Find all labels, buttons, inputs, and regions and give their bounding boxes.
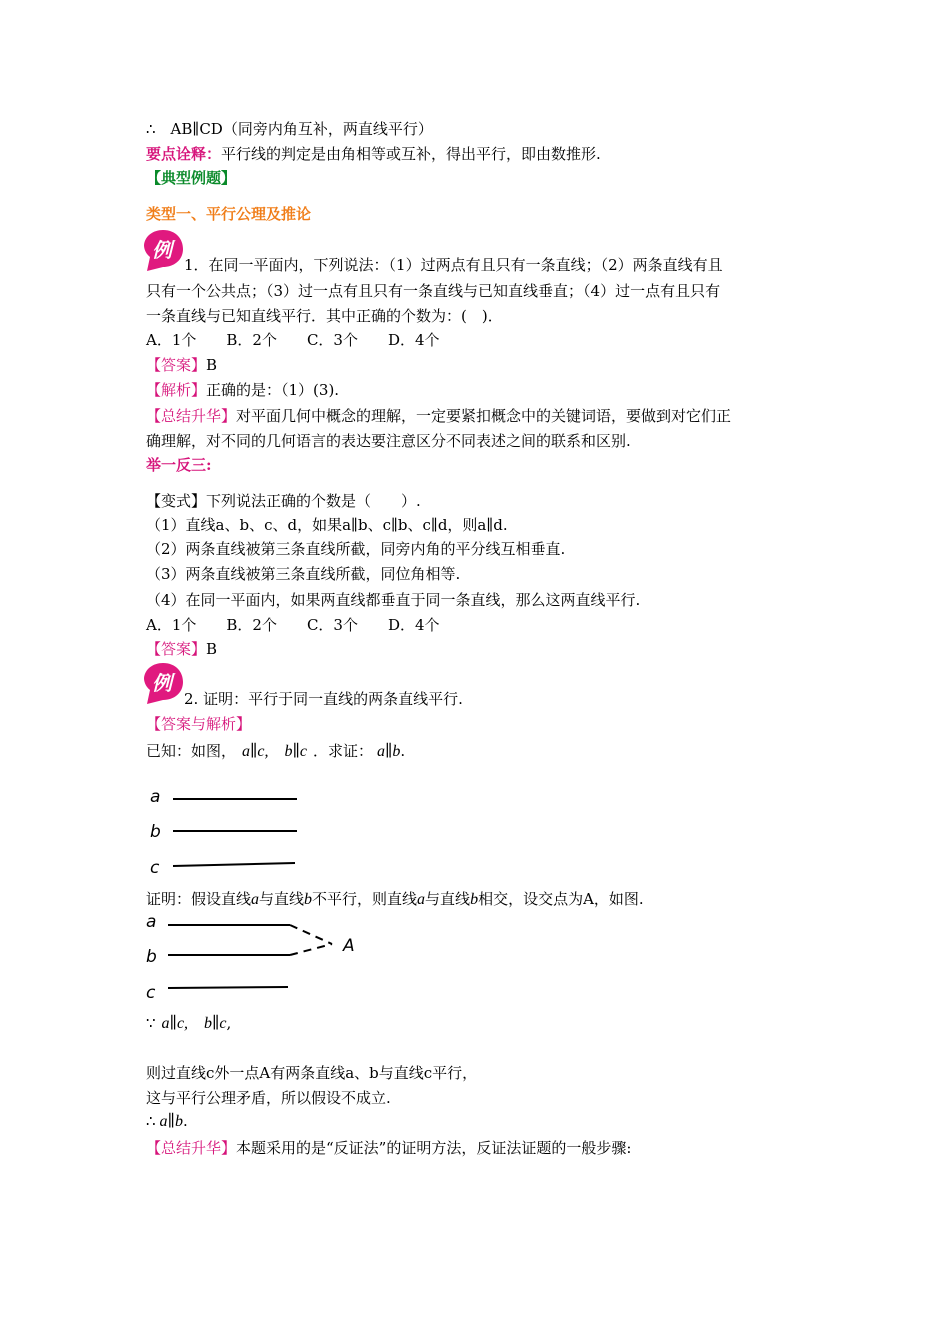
proof-a: 证明：假设直线 [146, 890, 252, 908]
summary-text: 对平面几何中概念的理解，一定要紧扣概念中的关键词语，要做到对它们正 [236, 407, 732, 425]
type-title: 类型一、平行公理及推论 [146, 205, 312, 223]
answer-value: B [206, 356, 218, 374]
ex1-line3: 一条直线与已知直线平行．其中正确的个数为：( )． [146, 307, 503, 325]
key-point-label: 要点诠释： [146, 145, 222, 163]
ex1-summary-2: 确理解，对不同的几何语言的表达要注意区分不同表述之间的联系和区别. [146, 432, 631, 450]
ex1-options: A．1个 B．2个 C．3个 D．4个 [146, 331, 440, 349]
known-mid: ．求证： [313, 742, 374, 760]
section-title: 【典型例题】 [146, 169, 237, 187]
known-end: . [400, 742, 406, 760]
known-pre: 已知：如图， [146, 742, 237, 760]
ex2-summary [146, 1137, 631, 1159]
therefore-formula: a∥b [159, 1113, 183, 1130]
because-symbol: ∵ [146, 1014, 156, 1032]
fig2-label-b: b [146, 947, 157, 967]
key-point-text: 平行线的判定是由角相等或互补，得出平行，即由数推形. [221, 145, 601, 163]
fig2-point-A: A [343, 936, 355, 956]
variant-title: 【变式】下列说法正确的个数是（ ）. [146, 492, 421, 510]
practice-title: 举一反三: [146, 456, 212, 474]
proof-c: 不平行，则直线 [312, 890, 418, 908]
ex2-question: 2. 证明：平行于同一直线的两条直线平行. [184, 690, 463, 708]
key-point [146, 143, 601, 165]
analysis-text: 正确的是：（1）(3). [206, 381, 340, 399]
then-line-1: 则过直线c外一点A有两条直线a、b与直线c平行， [146, 1064, 478, 1082]
proof-var-b2: b [470, 891, 479, 908]
fig2-dash-b [290, 944, 332, 955]
variant-answer-label: 【答案】 [146, 640, 207, 658]
variant-item-3: （3）两条直线被第三条直线所截，同位角相等. [146, 565, 461, 583]
variant-options: A．1个 B．2个 C．3个 D．4个 [146, 616, 440, 634]
fig1-line-c [173, 863, 295, 866]
fig2-label-c: c [146, 983, 156, 1003]
example-badge-1 [141, 227, 187, 273]
conclusion-line: ∴ AB∥CD（同旁内角互补，两直线平行） [146, 120, 433, 138]
ex1-answer [146, 354, 217, 376]
because-end: , [226, 1014, 232, 1032]
proof-var-a2: a [417, 891, 426, 908]
fig2-line-c [168, 987, 288, 988]
known-formula: a∥c, b∥c [242, 743, 308, 760]
because-line [146, 1012, 231, 1035]
therefore-line [146, 1110, 188, 1133]
proof-var-b1: b [304, 891, 313, 908]
example-badge-2-char: 例 [152, 671, 172, 695]
fig2-label-a: a [146, 912, 157, 932]
therefore-end: . [182, 1112, 188, 1130]
figure-intersect-lines [140, 905, 370, 1005]
answer-analysis-label: 【答案与解析】 [146, 715, 252, 733]
variant-item-4: （4）在同一平面内，如果两直线都垂直于同一条直线，那么这两直线平行. [146, 591, 641, 609]
proof-var-a1: a [251, 891, 260, 908]
proof-d: 与直线 [425, 890, 471, 908]
ex1-summary [146, 405, 731, 427]
ex1-line1: 1．在同一平面内，下列说法：（1）过两点有且只有一条直线；（2）两条直线有且 [184, 256, 723, 274]
because-formula: a∥c, b∥c [161, 1015, 227, 1032]
then-line-2: 这与平行公理矛盾，所以假设不成立. [146, 1089, 391, 1107]
ex2-summary-label: 【总结升华】 [146, 1139, 237, 1157]
proof-b: 与直线 [259, 890, 305, 908]
answer-label: 【答案】 [146, 356, 207, 374]
summary-label: 【总结升华】 [146, 407, 237, 425]
figure-parallel-lines [140, 780, 310, 880]
example-badge-1-char: 例 [152, 238, 172, 262]
fig1-label-c: c [150, 858, 160, 878]
ex2-summary-text: 本题采用的是“反证法”的证明方法，反证法证题的一般步骤: [236, 1139, 632, 1157]
ex1-line2: 只有一个公共点；（3）过一点有且只有一条直线与已知直线垂直；（4）过一点有且只有 [146, 282, 721, 300]
variant-answer [146, 638, 217, 660]
example-badge-2 [141, 660, 187, 706]
variant-item-1: （1）直线a、b、c、d，如果a∥b、c∥b、c∥d，则a∥d. [146, 516, 508, 534]
variant-answer-value: B [206, 640, 218, 658]
ex1-analysis [146, 379, 339, 401]
therefore-symbol: ∴ [146, 1112, 156, 1130]
proof-e: 相交，设交点为A，如图. [478, 890, 644, 908]
analysis-label: 【解析】 [146, 381, 207, 399]
fig1-label-a: a [150, 787, 161, 807]
fig2-dash-a [290, 925, 332, 944]
variant-item-2: （2）两条直线被第三条直线所截，同旁内角的平分线互相垂直. [146, 540, 566, 558]
known-line [146, 740, 405, 763]
prove-formula: a∥b [377, 743, 401, 760]
fig1-label-b: b [150, 822, 161, 842]
